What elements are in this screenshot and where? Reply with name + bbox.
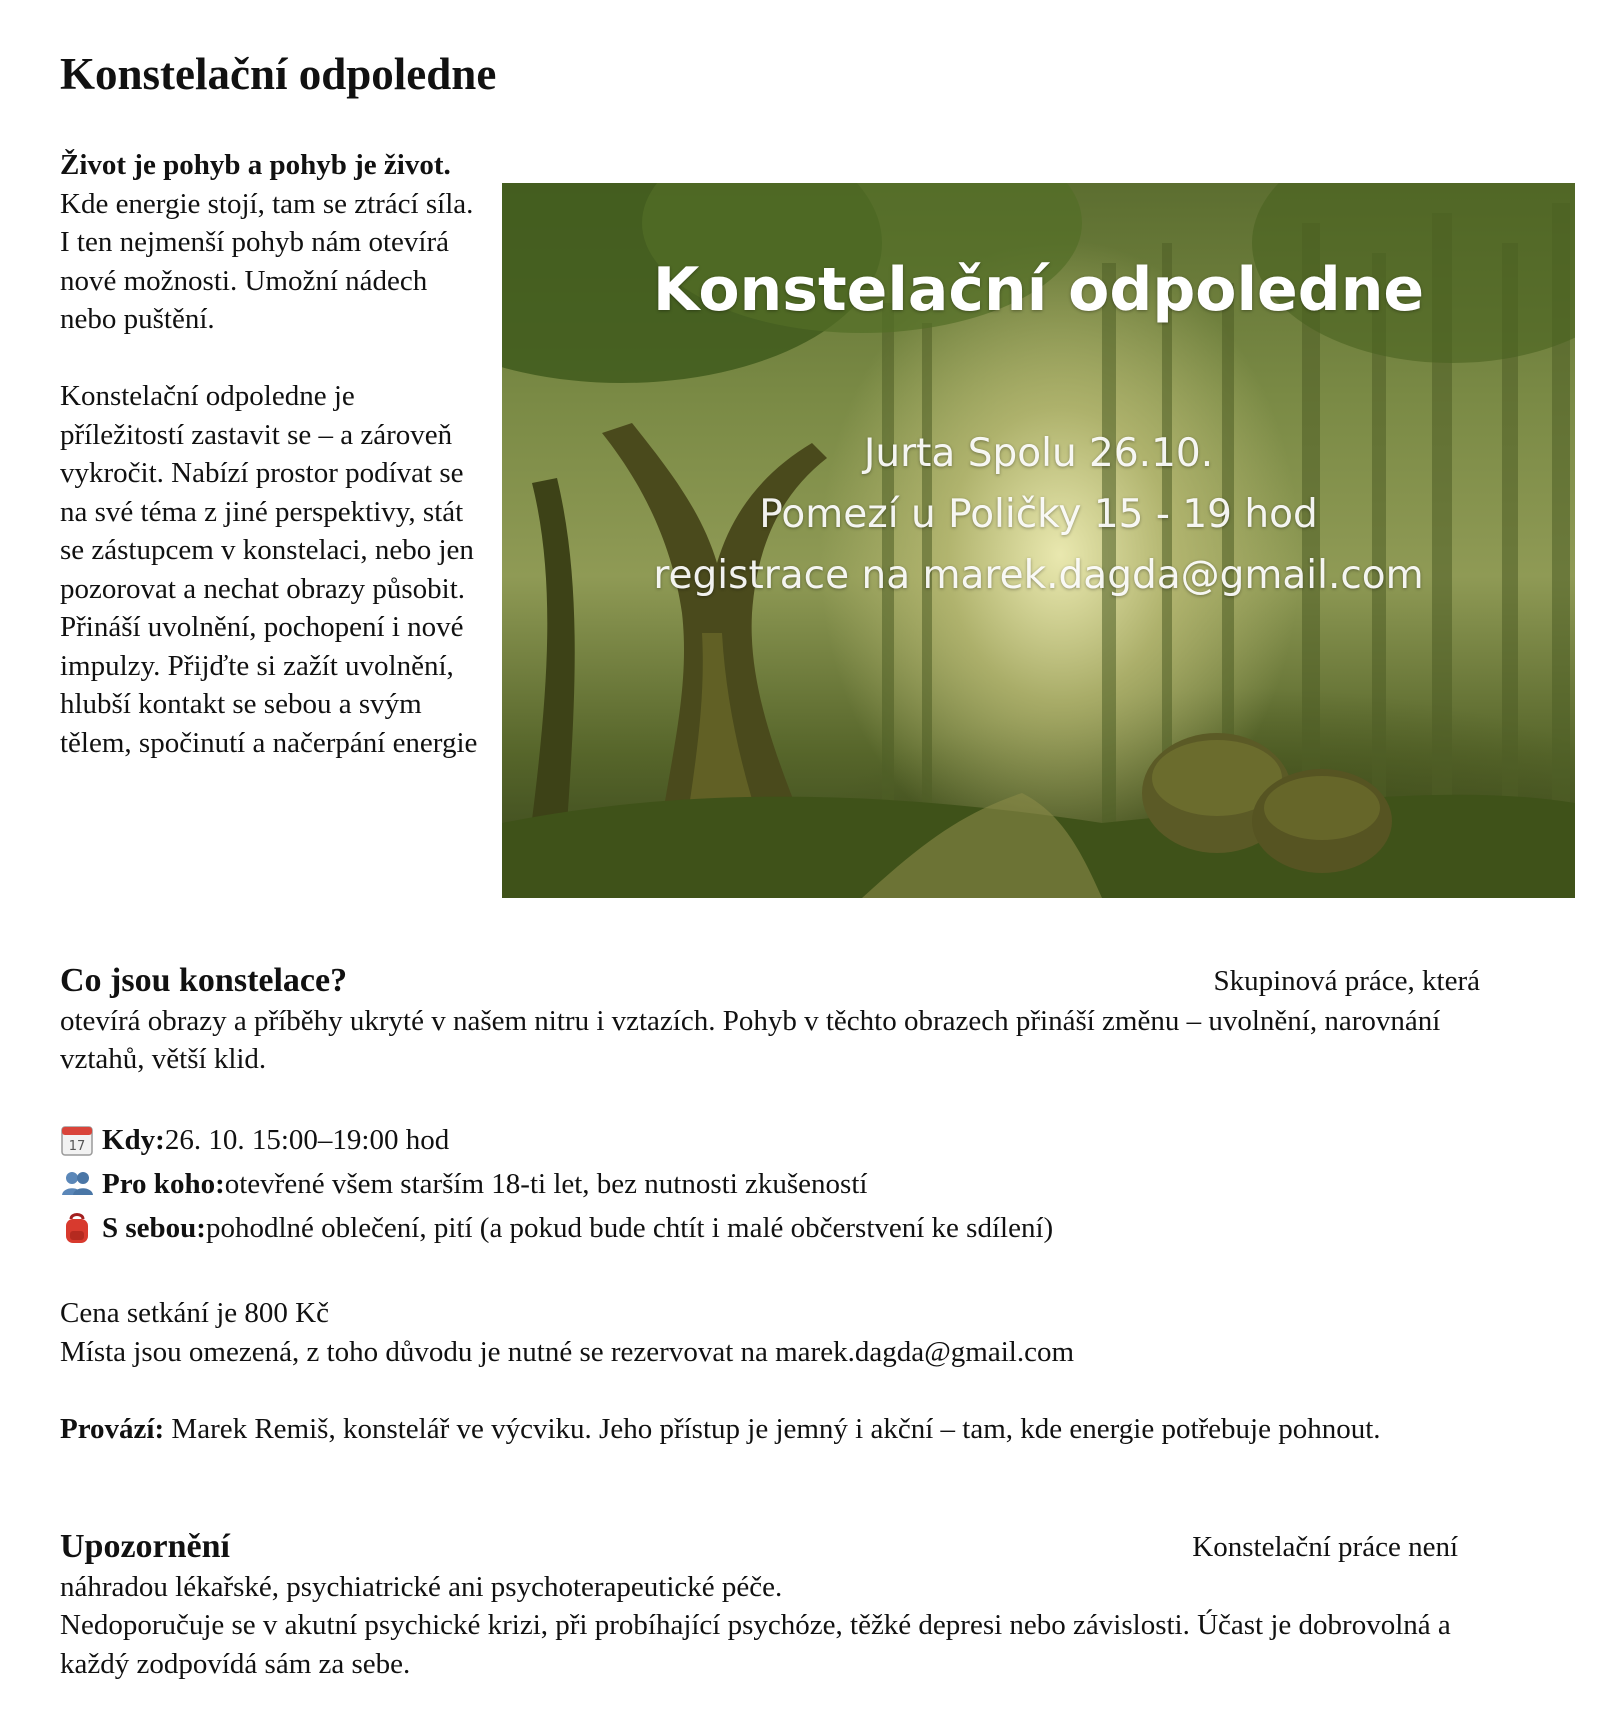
warning-section [60, 1528, 1520, 1683]
guide-text: Marek Remiš, konstelář ve výcviku. Jeho přístup je jemný i akční – tam, kde energie potřebuje pohnout. [164, 1413, 1381, 1445]
intro-paragraph-2: Konstelační odpoledne je příležitostí zastavit se – a zároveň vykročit. Nabízí prostor podívat se na své téma z jiné perspektivy, stát se zástupcem v konstelaci, nebo jen pozorovat a nechat obrazy působit. Přináší uvolnění, pochopení i nové impulzy. Přijďte si zažít uvolnění, hlubší kontakt se sebou a svým tělem, spočinutí a načerpání energie [60, 380, 478, 759]
what-lead: Skupinová práce, která [1213, 965, 1480, 997]
warning-text-1: náhradou lékařské, psychiatrické ani psychoterapeutické péče. [60, 1570, 783, 1603]
detail-when-value: 26. 10. 15:00–19:00 hod [164, 1123, 450, 1156]
detail-for-whom-value: otevřené všem starším 18-ti let, bez nutnosti zkušeností [224, 1167, 868, 1200]
intro-lead-rest: Kde energie stojí, tam se ztrácí síla. I ten nejmenší pohyb nám otevírá nové možnosti. Umožní nádech nebo puštění. [60, 187, 474, 335]
detail-bring-label: S sebou: [102, 1211, 206, 1244]
event-details [60, 1118, 1520, 1250]
poster-title: Konstelační odpoledne [652, 255, 1425, 325]
warning-lead: Konstelační práce není [1192, 1531, 1458, 1563]
calendar-icon [60, 1123, 94, 1157]
warning-text-2: Nedoporučuje se v akutní psychické krizi, při probíhající psychóze, těžké depresi nebo závislosti. Účast je dobrovolná a každý zodpovídá sám za sebe. [60, 1609, 1451, 1680]
guide-info [60, 1410, 1520, 1449]
detail-for-whom-label: Pro koho: [102, 1167, 225, 1200]
poster-registration: registrace na marek.dagda@gmail.com [653, 553, 1424, 598]
detail-bring [60, 1206, 1520, 1250]
forest-poster-image [502, 183, 1575, 898]
poster-place-time: Pomezí u Poličky 15 - 19 hod [759, 492, 1318, 537]
intro-text [60, 146, 480, 801]
detail-bring-value: pohodlné oblečení, pití (a pokud bude chtít i malé občerstvení ke sdílení) [205, 1211, 1054, 1244]
reservation-line: Místa jsou omezená, z toho důvodu je nutné se rezervovat na marek.dagda@gmail.com [60, 1335, 1074, 1368]
poster-location-date: Jurta Spolu 26.10. [863, 431, 1214, 476]
detail-when [60, 1118, 1520, 1162]
people-icon [60, 1167, 94, 1201]
detail-when-label: Kdy: [102, 1123, 165, 1156]
price-info [60, 1294, 1520, 1371]
guide-label: Provází: [60, 1413, 165, 1445]
price-line: Cena setkání je 800 Kč [60, 1297, 329, 1329]
intro-paragraph-1 [60, 146, 480, 339]
page-title: Konstelační odpoledne [60, 49, 497, 99]
intro-lead-bold: Život je pohyb a pohyb je život. [60, 149, 451, 181]
svg-text:17: 17 [68, 1139, 86, 1154]
what-text: otevírá obrazy a příběhy ukryté v našem nitru i vztazích. Pohyb v těchto obrazech přináší změnu – uvolnění, narovnání vztahů, větší klid. [60, 1004, 1441, 1075]
warning-heading: Upozornění [60, 1528, 230, 1565]
what-are-constellations [60, 962, 1520, 1079]
backpack-icon [60, 1211, 94, 1245]
detail-for-whom [60, 1162, 1520, 1206]
what-heading: Co jsou konstelace? [60, 962, 348, 999]
